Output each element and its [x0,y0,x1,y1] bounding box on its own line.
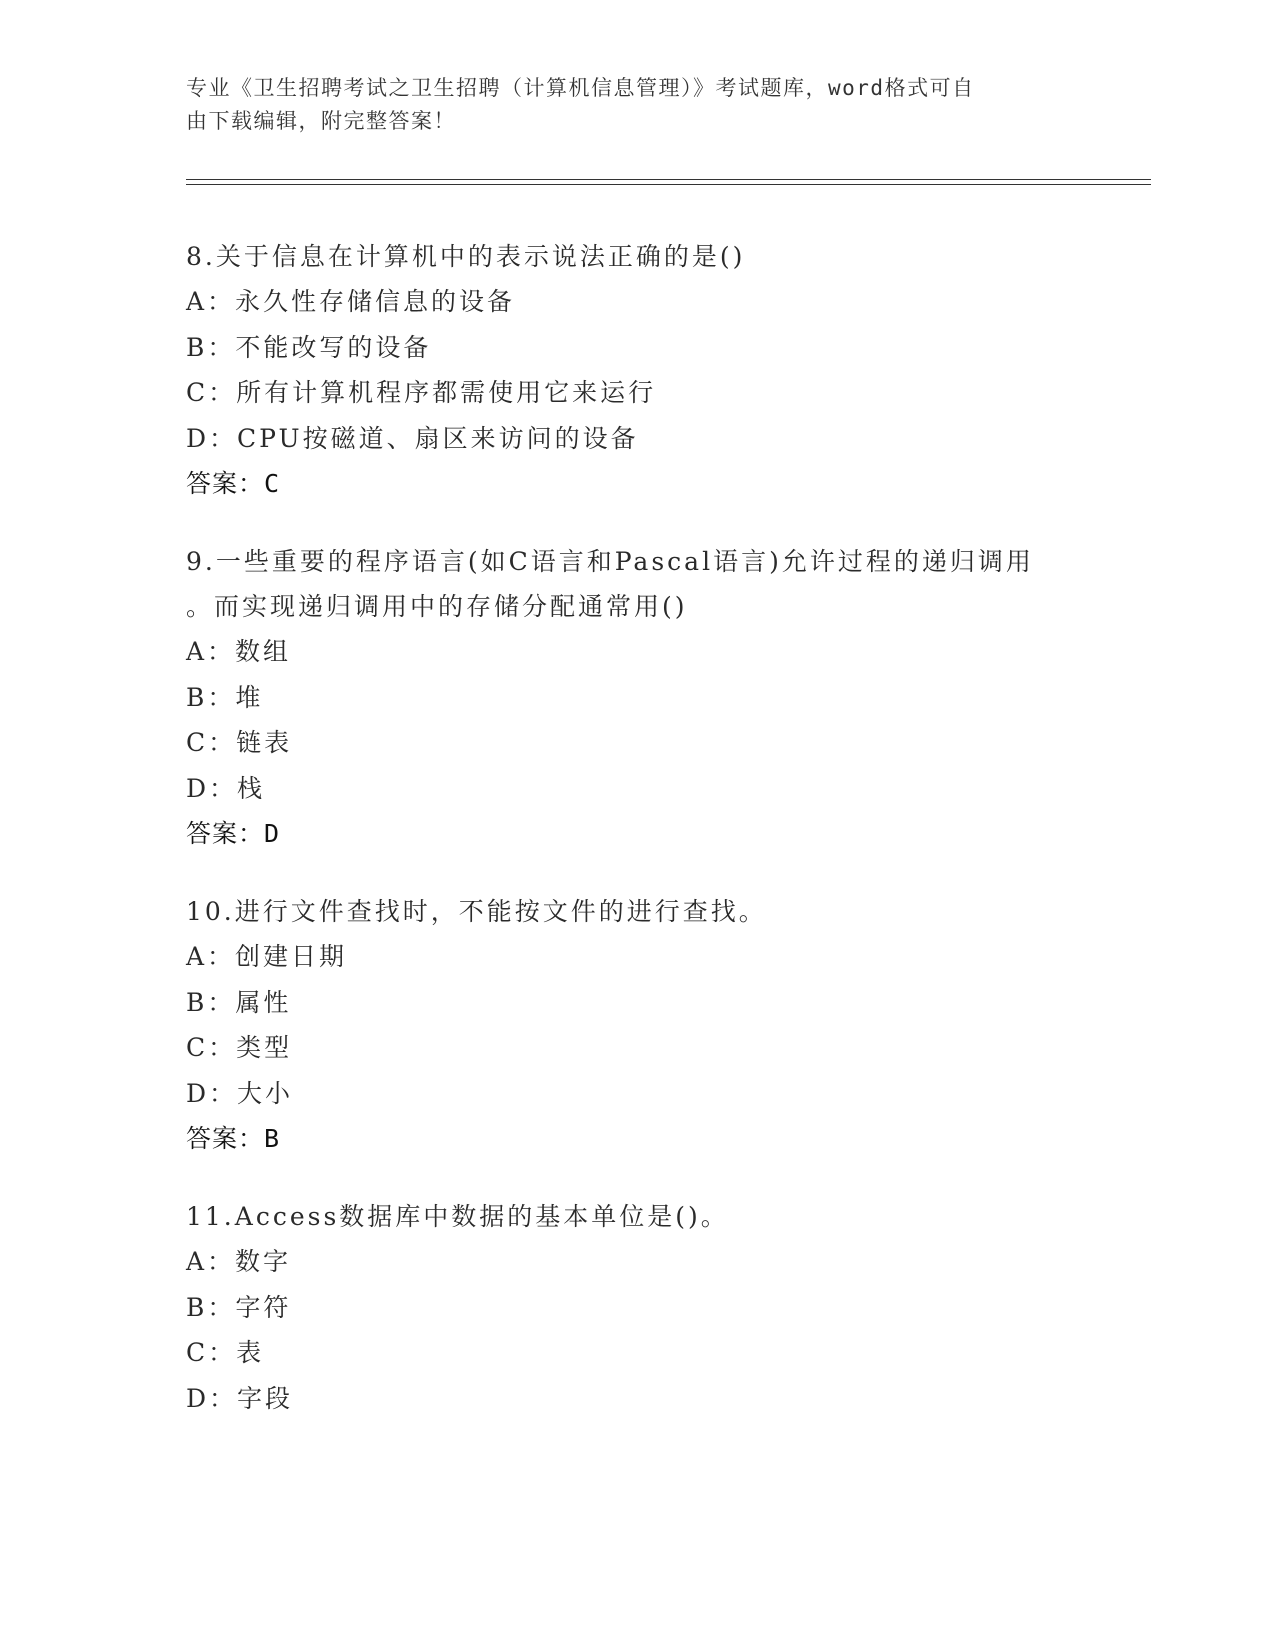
option-a: A：创建日期 [186,942,348,971]
option-a: A：数组 [186,637,292,666]
document-header [186,72,1086,138]
option-b: B：不能改写的设备 [186,332,432,362]
question-text: 10.进行文件查找时，不能按文件的进行查找。 [186,897,767,926]
question-9 [186,539,1146,856]
question-text: 9.一些重要的程序语言(如C语言和Pascal语言)允许过程的递归调用 [186,547,1034,576]
option-d: D：CPU按磁道、扇区来访问的设备 [186,423,639,453]
option-c: C：表 [186,1338,265,1367]
question-text: 11.Access数据库中数据的基本单位是()。 [186,1202,729,1231]
answer-label: 答案：C [186,469,281,498]
header-divider-top [186,179,1151,180]
option-b: B：属性 [186,987,292,1017]
header-divider-bottom [186,184,1151,185]
option-d: D：大小 [186,1078,294,1108]
question-text: 8.关于信息在计算机中的表示说法正确的是() [186,242,746,271]
question-11 [186,1194,1146,1421]
option-a: A：数字 [186,1247,292,1276]
option-a: A：永久性存储信息的设备 [186,287,516,316]
option-d: D：字段 [186,1383,294,1413]
question-text-continued: 。而实现递归调用中的存储分配通常用() [186,592,688,621]
option-b: B：字符 [186,1292,292,1322]
answer-label: 答案：B [186,1124,281,1153]
question-8 [186,234,1146,506]
option-c: C：链表 [186,728,293,757]
header-line-2: 由下载编辑，附完整答案！ [186,109,456,133]
header-line-1: 专业《卫生招聘考试之卫生招聘（计算机信息管理）》考试题库，word格式可自 [186,76,975,100]
option-d: D：栈 [186,773,266,803]
option-c: C：类型 [186,1033,293,1062]
question-10 [186,889,1146,1161]
option-c: C：所有计算机程序都需使用它来运行 [186,378,657,407]
option-b: B：堆 [186,682,264,712]
question-list [186,234,1146,1454]
answer-label: 答案：D [186,819,281,848]
